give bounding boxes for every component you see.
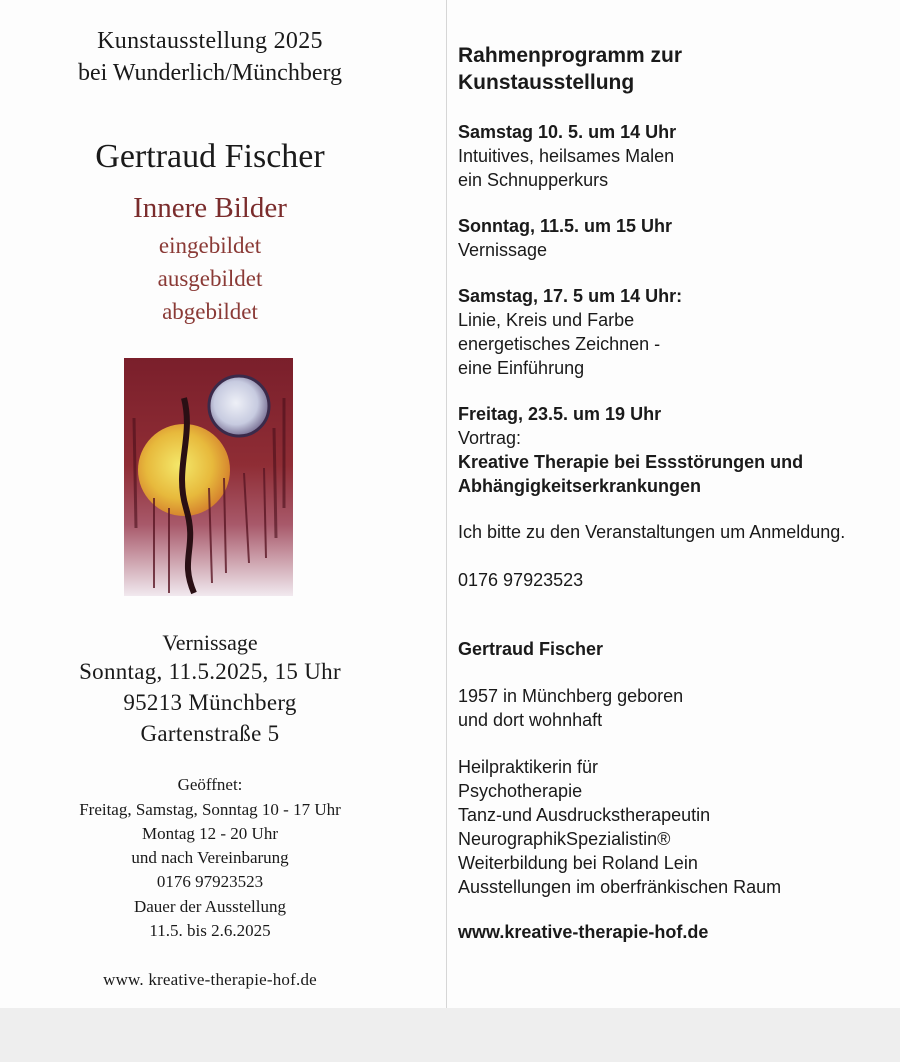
vernissage-street: Gartenstraße 5 <box>140 721 280 746</box>
event-date: Samstag, 17. 5 um 14 Uhr: <box>458 286 683 306</box>
lecture-title: Kreative Therapie bei Essstörungen und <box>458 452 804 472</box>
program-title: Kunstausstellung <box>458 71 635 94</box>
event-date: Freitag, 23.5. um 19 Uhr <box>458 404 662 424</box>
registration-note: Ich bitte zu den Veranstaltungen um Anmeldung. <box>458 522 846 542</box>
left-panel <box>0 0 420 1008</box>
event-line: Intuitives, heilsames Malen <box>458 146 675 166</box>
opening-line: und nach Vereinbarung <box>131 848 289 867</box>
bio-line: Ausstellungen im oberfränkischen Raum <box>458 877 782 897</box>
opening-heading: Geöffnet: <box>177 775 243 794</box>
event-line: Vortrag: <box>458 428 522 448</box>
exhibition-venue: bei Wunderlich/Münchberg <box>77 60 343 86</box>
bio-line: 1957 in Münchberg geboren <box>458 686 684 706</box>
event-line: Vernissage <box>458 240 548 260</box>
vernissage-city: 95213 Münchberg <box>123 690 297 715</box>
painting-image <box>124 358 293 596</box>
bio-line: und dort wohnhaft <box>458 710 603 730</box>
left-website: www. kreative-therapie-hof.de <box>103 970 317 989</box>
opening-dates: 11.5. bis 2.6.2025 <box>149 921 271 940</box>
bio-line: Psychotherapie <box>458 781 583 801</box>
works-line: eingebildet <box>158 233 262 258</box>
works-line: ausgebildet <box>157 266 263 291</box>
vernissage-date: Sonntag, 11.5.2025, 15 Uhr <box>79 659 341 684</box>
opening-line: Freitag, Samstag, Sonntag 10 - 17 Uhr <box>79 800 341 819</box>
event-date: Sonntag, 11.5. um 15 Uhr <box>458 216 673 236</box>
bottom-margin <box>0 1008 900 1062</box>
bio-line: NeurographikSpezialistin® <box>458 829 671 849</box>
bio-line: Weiterbildung bei Roland Lein <box>458 853 698 873</box>
opening-line: Dauer der Ausstellung <box>133 897 287 916</box>
lecture-title: Abhängigkeitserkrankungen <box>458 476 702 496</box>
event-line: eine Einführung <box>458 358 585 378</box>
phone-number: 0176 97923523 <box>458 570 584 590</box>
opening-phone: 0176 97923523 <box>156 872 264 891</box>
bio-name: Gertraud Fischer <box>458 639 604 659</box>
exhibition-title: Kunstausstellung 2025 <box>97 28 323 54</box>
event-line: ein Schnupperkurs <box>458 170 609 190</box>
artist-name: Gertraud Fischer <box>95 138 325 175</box>
works-title: Innere Bilder <box>133 192 287 224</box>
event-date: Samstag 10. 5. um 14 Uhr <box>458 122 677 142</box>
vernissage-heading: Vernissage <box>162 630 258 655</box>
event-line: Linie, Kreis und Farbe <box>458 310 635 330</box>
works-line: abgebildet <box>162 299 258 324</box>
opening-line: Montag 12 - 20 Uhr <box>142 824 278 843</box>
event-line: energetisches Zeichnen - <box>458 334 661 354</box>
bio-line: Tanz-und Ausdruckstherapeutin <box>458 805 711 825</box>
right-panel <box>458 0 898 1008</box>
right-website: www.kreative-therapie-hof.de <box>458 922 709 942</box>
bio-line: Heilpraktikerin für <box>458 757 599 777</box>
fold-line <box>446 0 447 1008</box>
program-title: Rahmenprogramm zur <box>458 44 683 67</box>
